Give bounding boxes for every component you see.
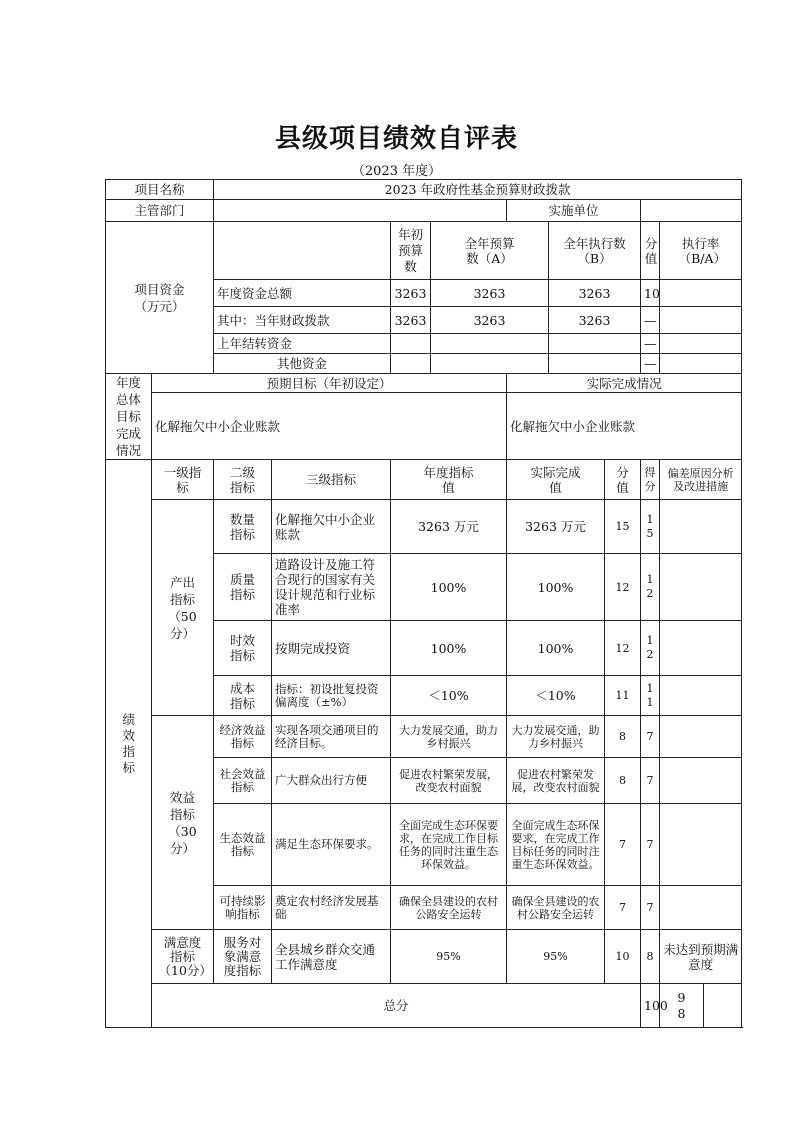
target-header: 年度指标值 <box>391 460 507 500</box>
value-cell: 8 <box>605 716 641 758</box>
funds-exec <box>549 334 641 354</box>
funds-label: 项目资金（万元） <box>106 222 214 374</box>
actual-cell: 100% <box>507 621 605 676</box>
evaluation-table <box>105 179 742 1028</box>
deviation-cell <box>660 758 742 804</box>
target-cell: 促进农村繁荣发展，改变农村面貌 <box>391 758 507 804</box>
funds-initial <box>391 334 431 354</box>
total-deviation <box>704 984 742 1028</box>
value-cell: 11 <box>605 676 641 716</box>
target-cell: 确保全县建设的农村公路安全运转 <box>391 886 507 930</box>
actual-label: 实际完成情况 <box>507 374 742 393</box>
dept-label: 主管部门 <box>106 200 214 222</box>
project-name-value: 2023 年政府性基金预算财政拨款 <box>214 180 742 200</box>
deviation-cell <box>660 886 742 930</box>
value-cell: 7 <box>605 886 641 930</box>
actual-cell: 促进农村繁荣发展，改变农村面貌 <box>507 758 605 804</box>
impl-value <box>641 200 742 222</box>
funds-rate <box>660 307 742 334</box>
value-cell: 12 <box>605 554 641 621</box>
funds-rate <box>660 354 742 374</box>
level3-header: 三级指标 <box>272 460 391 500</box>
group-benefit: 效益指标（30分） <box>152 716 214 930</box>
score-cell: 8 <box>641 930 660 984</box>
level3-cell: 化解拖欠中小企业账款 <box>272 500 391 554</box>
deviation-cell <box>660 500 742 554</box>
actual-cell: 确保全县建设的农村公路安全运转 <box>507 886 605 930</box>
level2-cell: 成本指标 <box>214 676 272 716</box>
actual-cell: 95% <box>507 930 605 984</box>
actual-cell: 100% <box>507 554 605 621</box>
funds-value: 10 <box>641 280 660 307</box>
page-subtitle: （2023 年度） <box>351 164 442 179</box>
total-score: 98 <box>660 984 704 1028</box>
score-cell: 15 <box>641 500 660 554</box>
score-cell: 12 <box>641 621 660 676</box>
total-label: 总分 <box>152 984 641 1028</box>
level2-cell: 数量指标 <box>214 500 272 554</box>
impl-label: 实施单位 <box>507 200 641 222</box>
funds-header-row <box>106 222 742 280</box>
funds-annual: 3263 <box>431 307 549 334</box>
deviation-cell <box>660 716 742 758</box>
level2-cell: 经济效益指标 <box>214 716 272 758</box>
funds-row-label: 其中：当年财政拨款 <box>214 307 391 334</box>
level2-cell: 时效指标 <box>214 621 272 676</box>
value-header: 分值 <box>605 460 641 500</box>
annual-exec-header: 全年执行数（B） <box>549 222 641 280</box>
funds-row-label: 上年结转资金 <box>214 334 391 354</box>
funds-annual <box>431 354 549 374</box>
page-title: 县级项目绩效自评表 <box>274 124 518 154</box>
level3-cell: 指标：初设批复投资偏离度（±%） <box>272 676 391 716</box>
level2-cell: 质量指标 <box>214 554 272 621</box>
expected-goal: 化解拖欠中小企业账款 <box>152 393 507 460</box>
funds-blank-header <box>214 222 391 280</box>
indicators-label: 绩效指标 <box>106 460 152 1028</box>
level2-cell: 可持续影响指标 <box>214 886 272 930</box>
value-cell: 8 <box>605 758 641 804</box>
overall-header-row <box>106 374 742 393</box>
level3-cell: 按期完成投资 <box>272 621 391 676</box>
target-cell: 95% <box>391 930 507 984</box>
funds-initial: 3263 <box>391 307 431 334</box>
score-cell: 7 <box>641 758 660 804</box>
level3-cell: 奠定农村经济发展基础 <box>272 886 391 930</box>
overall-content-row <box>106 393 742 460</box>
level2-header: 二级指标 <box>214 460 272 500</box>
actual-cell: ＜10% <box>507 676 605 716</box>
funds-row-label: 其他资金 <box>214 354 391 374</box>
deviation-cell <box>660 554 742 621</box>
actual-header: 实际完成值 <box>507 460 605 500</box>
annual-budget-header: 全年预算数（A） <box>431 222 549 280</box>
target-cell: 大力发展交通，助力乡村振兴 <box>391 716 507 758</box>
group-output: 产出指标（50分） <box>152 500 214 716</box>
score-header: 得分 <box>641 460 660 500</box>
target-cell: 3263 万元 <box>391 500 507 554</box>
indicators-header-row <box>106 460 742 500</box>
value-cell: 15 <box>605 500 641 554</box>
score-cell: 7 <box>641 804 660 886</box>
actual-cell: 3263 万元 <box>507 500 605 554</box>
funds-exec <box>549 354 641 374</box>
score-cell: 11 <box>641 676 660 716</box>
funds-exec: 3263 <box>549 280 641 307</box>
deviation-cell: 未达到预期满意度 <box>660 930 742 984</box>
indicator-row <box>106 930 742 984</box>
expected-label: 预期目标（年初设定） <box>152 374 507 393</box>
funds-value: — <box>641 307 660 334</box>
indicator-row <box>106 500 742 554</box>
deviation-cell <box>660 676 742 716</box>
deviation-cell <box>660 621 742 676</box>
dept-value <box>214 200 507 222</box>
level3-cell: 全县城乡群众交通工作满意度 <box>272 930 391 984</box>
level2-cell: 生态效益指标 <box>214 804 272 886</box>
level2-cell: 社会效益指标 <box>214 758 272 804</box>
level1-header: 一级指标 <box>152 460 214 500</box>
deviation-cell <box>660 804 742 886</box>
level3-cell: 满足生态环保要求。 <box>272 804 391 886</box>
level2-cell: 服务对象满意度指标 <box>214 930 272 984</box>
funds-annual: 3263 <box>431 280 549 307</box>
score-value-header: 分值 <box>641 222 660 280</box>
funds-annual <box>431 334 549 354</box>
department-row <box>106 200 742 222</box>
funds-initial <box>391 354 431 374</box>
total-row <box>106 984 742 1028</box>
funds-value: — <box>641 354 660 374</box>
initial-budget-header: 年初预算数 <box>391 222 431 280</box>
project-name-label: 项目名称 <box>106 180 214 200</box>
funds-rate <box>660 280 742 307</box>
project-name-row <box>106 180 742 200</box>
actual-goal: 化解拖欠中小企业账款 <box>507 393 742 460</box>
target-cell: 100% <box>391 621 507 676</box>
score-cell: 7 <box>641 716 660 758</box>
group-satisfaction: 满意度指标（10分） <box>152 930 214 984</box>
exec-rate-header: 执行率（B/A） <box>660 222 742 280</box>
level3-cell: 道路设计及施工符合现行的国家有关设计规范和行业标准率 <box>272 554 391 621</box>
deviation-header: 偏差原因分析及改进措施 <box>660 460 742 500</box>
funds-value: — <box>641 334 660 354</box>
score-cell: 12 <box>641 554 660 621</box>
value-cell: 12 <box>605 621 641 676</box>
funds-row-label: 年度资金总额 <box>214 280 391 307</box>
value-cell: 7 <box>605 804 641 886</box>
level3-cell: 实现各项交通项目的经济目标。 <box>272 716 391 758</box>
target-cell: 全面完成生态环保要求，在完成工作目标任务的同时注重生态环保效益。 <box>391 804 507 886</box>
actual-cell: 全面完成生态环保要求，在完成工作目标任务的同时注重生态环保效益。 <box>507 804 605 886</box>
level3-cell: 广大群众出行方便 <box>272 758 391 804</box>
funds-exec: 3263 <box>549 307 641 334</box>
indicator-row <box>106 716 742 758</box>
target-cell: ＜10% <box>391 676 507 716</box>
overall-label: 年度总体目标完成情况 <box>106 374 152 460</box>
funds-rate <box>660 334 742 354</box>
funds-initial: 3263 <box>391 280 431 307</box>
actual-cell: 大力发展交通，助力乡村振兴 <box>507 716 605 758</box>
score-cell: 7 <box>641 886 660 930</box>
value-cell: 10 <box>605 930 641 984</box>
total-value: 100 <box>641 984 660 1028</box>
target-cell: 100% <box>391 554 507 621</box>
